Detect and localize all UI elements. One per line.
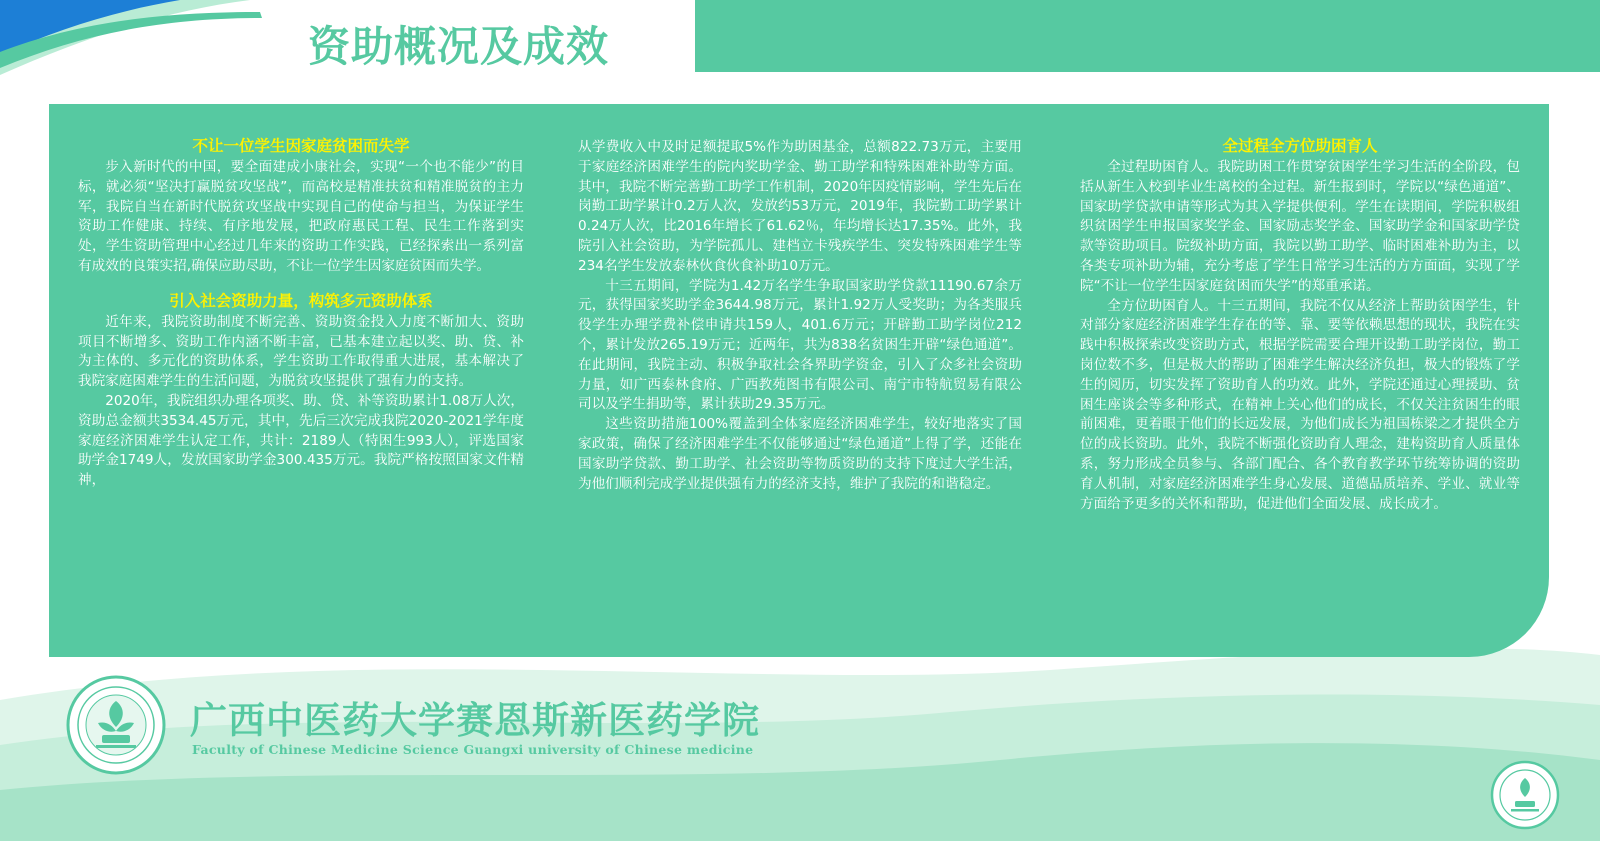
- college-seal-logo: [66, 675, 166, 775]
- column-3: [1080, 136, 1520, 514]
- paragraph: 近年来，我院资助制度不断完善、资助资金投入力度不断加大、资助项目不断增多、资助工作内涵不断丰富，已基本建立起以奖、助、贷、补为主体的、多元化的资助体系，学生资助工作取得重大进展，基本解决了我院家庭困难学生的生活问题，为脱贫攻坚提供了强有力的支持。: [78, 313, 524, 390]
- section-title-whole-process: 全过程全方位助困育人: [1222, 137, 1378, 155]
- column-1: [78, 136, 524, 491]
- title-bar: [695, 0, 1600, 72]
- corner-seal-logo: [1490, 760, 1560, 830]
- college-name: 广西中医药大学赛恩斯新医药学院: [190, 698, 760, 742]
- paragraph: 2020年，我院组织办理各项奖、助、贷、补等资助累计1.08万人次，资助总金额共3534.45万元，其中，先后三次完成我院2020-2021学年度家庭经济困难学生认定工作，共计：2189人（特困生993人），评选国家助学金1749人，发放国家助学金300.435万元。我院严格按照国家文件精神，: [78, 392, 524, 489]
- paragraph: 这些资助措施100%覆盖到全体家庭经济困难学生，较好地落实了国家政策，确保了经济困难学生不仅能够通过“绿色通道”上得了学，还能在国家助学贷款、勤工助学、社会资助等物质资助的支持下度过大学生活，为他们顺利完成学业提供强有力的经济支持，维护了我院的和谐稳定。: [578, 416, 1022, 492]
- column-2: [578, 138, 1022, 494]
- paragraph: 十三五期间，学院为1.42万名学生争取国家助学贷款11190.67余万元，获得国家奖助学金3644.98万元，累计1.92万人受奖助；为各类服兵役学生办理学费补偿申请共159人，401.6万元；开辟勤工助学岗位212个，累计发放265.19万元；近两年，共为838名贫困生开辟“绿色通道”。在此期间，我院主动、积极争取社会各界助学资金，引入了众多社会资助力量，如广西泰林食府、广西教苑图书有限公司、南宁市特航贸易有限公司以及学生捐助等，累计获助29.35万元。: [578, 277, 1022, 413]
- section-title-social-aid: 引入社会资助力量，构筑多元资助体系: [169, 291, 433, 310]
- paragraph: 全过程助困育人。我院助困工作贯穿贫困学生学习生活的全阶段，包括从新生入校到毕业生离校的全过程。新生报到时，学院以“绿色通道”、国家助学贷款申请等形式为其入学提供便利。学生在读期间，学院积极组织贫困学生申报国家奖学金、国家励志奖学金、国家助学金和国家助学贷款等资助项目。院级补助方面，我院以勤工助学、临时困难补助为主，以各类专项补助为辅，充分考虑了学生日常学习生活的方方面面，实现了学院“不让一位学生因家庭贫困而失学”的郑重承诺。: [1080, 159, 1520, 294]
- page-title: 资助概况及成效: [308, 22, 610, 71]
- paragraph: 全方位助困育人。十三五期间，我院不仅从经济上帮助贫困学生，针对部分家庭经济困难学生存在的等、靠、要等依赖思想的现状，我院在实践中积极探索改变资助方式，根据学院需要合理开设勤工助学岗位，勤工岗位数不多，但是极大的帮助了困难学生解决经济负担，极大的锻炼了学生的阅历，切实发挥了资助育人的功效。此外，学院还通过心理援助、贫困生座谈会等多种形式，在精神上关心他们的成长，不仅关注贫困生的眼前困难，更着眼于他们的长远发展，为他们成长为祖国栋梁之才提供全方位的成长资助。此外，我院不断强化资助育人理念，建构资助育人质量体系，努力形成全员参与、各部门配合、各个教育教学环节统筹协调的资助育人机制，对家庭经济困难学生身心发展、道德品质培养、学业、就业等方面给予更多的关怀和帮助，促进他们全面发展、成长成才。: [1080, 297, 1520, 512]
- paragraph: 从学费收入中及时足额提取5%作为助困基金，总额822.73万元，主要用于家庭经济困难学生的院内奖助学金、勤工助学和特殊困难补助等方面。其中，我院不断完善勤工助学工作机制，2020年因疫情影响，学生先后在岗勤工助学累计0.2万人次，发放约53万元，2019年，我院勤工助学累计0.24万人次，比2016年增长了61.62％，年均增长达17.35%。此外，我院引入社会资助，为学院孤儿、建档立卡残疾学生、突发特殊困难学生等234名学生发放泰林伙食伙食补助10万元。: [578, 139, 1022, 274]
- college-name-english: Faculty of Chinese Medicine Science Guangxi university of Chinese medicine: [192, 742, 754, 757]
- section-title-no-dropout: 不让一位学生因家庭贫困而失学: [192, 137, 410, 155]
- paragraph: 步入新时代的中国，要全面建成小康社会，实现“一个也不能少”的目标，就必须“坚决打赢脱贫攻坚战”，而高校是精准扶贫和精准脱贫的主力军，我院自当在新时代脱贫攻坚战中实现自己的使命与担当，为保证学生资助工作健康、持续、有序地发展，把政府惠民工程、民生工作落到实处，学生资助管理中心经过几年来的资助工作实践，已经探索出一系列富有成效的良策实招,确保应助尽助，不让一位学生因家庭贫困而失学。: [78, 159, 524, 274]
